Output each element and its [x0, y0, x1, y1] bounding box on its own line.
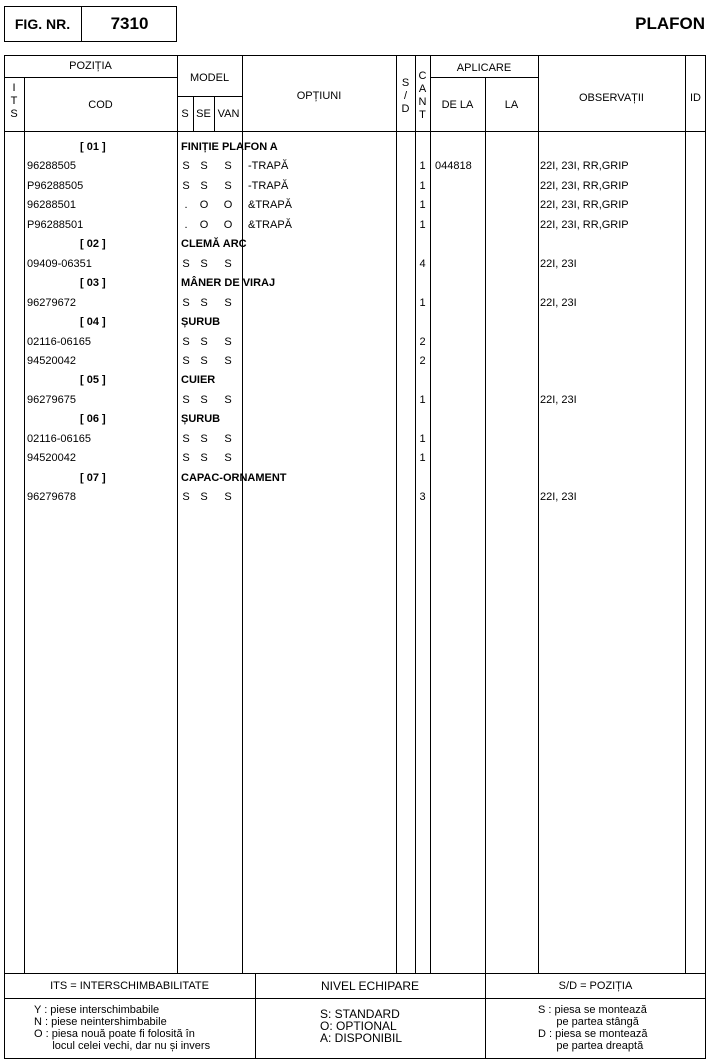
model-se-value: S: [200, 297, 208, 309]
part-code: P96288505: [27, 180, 84, 192]
model-van-value: S: [224, 491, 232, 503]
model-van-value: O: [223, 219, 233, 231]
observation-value: 22I, 23I: [540, 297, 577, 309]
model-se-value: S: [200, 258, 208, 270]
sd-divider: [415, 55, 416, 973]
col-optiuni: OPȚIUNI: [296, 90, 342, 102]
header-bottom-line: [4, 131, 706, 132]
model-se-value: O: [199, 219, 209, 231]
model-s-value: S: [182, 336, 190, 348]
model-se-value: S: [200, 336, 208, 348]
footer-its-legend: Y : piese interschimbabile N : piese neintershimbabile O : piesa nouă poate fi folosită în locul celei vechi, dar nu și invers: [34, 1004, 211, 1052]
model-s-value: S: [182, 180, 190, 192]
group-description: FINIȚIE PLAFON A: [181, 141, 278, 153]
model-se-value: O: [199, 199, 209, 211]
option-value: &TRAPĂ: [248, 219, 293, 231]
model-van-value: O: [223, 199, 233, 211]
model-s-value: S: [182, 160, 190, 172]
model-se-value: S: [200, 355, 208, 367]
part-code: 96279678: [27, 491, 76, 503]
group-description: ȘURUB: [181, 316, 221, 328]
quantity-value: 1: [419, 297, 426, 309]
part-code: 02116-06165: [27, 433, 92, 445]
col-model-van: VAN: [217, 108, 240, 120]
group-position: [ 05 ]: [80, 374, 106, 386]
model-van-value: S: [224, 433, 232, 445]
footer-nivel-title: NIVEL ECHIPARE: [320, 979, 420, 993]
model-van-value: S: [224, 336, 232, 348]
group-description: ȘURUB: [181, 413, 221, 425]
obs-divider: [685, 55, 686, 973]
col-model-s: S: [181, 108, 189, 120]
quantity-value: 2: [419, 336, 426, 348]
model-van-value: S: [224, 180, 232, 192]
part-code: P96288501: [27, 219, 84, 231]
observation-value: 22I, 23I, RR,GRIP: [540, 180, 629, 192]
figure-label: FIG. NR.: [4, 6, 82, 42]
quantity-value: 1: [419, 433, 426, 445]
model-van-value: S: [224, 355, 232, 367]
quantity-value: 2: [419, 355, 426, 367]
part-code: 96279672: [27, 297, 76, 309]
group-position: [ 02 ]: [80, 238, 106, 250]
group-position: [ 07 ]: [80, 472, 106, 484]
quantity-value: 1: [419, 180, 426, 192]
applic-from-value: 044818: [435, 160, 472, 172]
footer-top-line: [4, 973, 706, 974]
quantity-value: 1: [419, 219, 426, 231]
model-se-value: S: [200, 433, 208, 445]
group-description: CUIER: [181, 374, 216, 386]
page-title: PLAFON: [635, 14, 705, 33]
col-cant: C A N T: [418, 70, 427, 121]
group-description: MÂNER DE VIRAJ: [181, 277, 276, 289]
model-underline: [177, 96, 242, 97]
col-la: LA: [504, 99, 519, 111]
col-id: ID: [690, 92, 701, 104]
footer-its-title: ITS = INTERSCHIMBABILITATE: [50, 980, 209, 992]
observation-value: 22I, 23I, RR,GRIP: [540, 219, 629, 231]
group-position: [ 03 ]: [80, 277, 106, 289]
group-description: CLEMĂ ARC: [181, 238, 247, 250]
model-divider: [242, 55, 243, 973]
figure-number: 7310: [110, 14, 149, 33]
observation-value: 22I, 23I: [540, 394, 577, 406]
group-position: [ 04 ]: [80, 316, 106, 328]
model-van-value: S: [224, 160, 232, 172]
col-model-se: SE: [196, 108, 211, 120]
col-sd: S / D: [401, 77, 410, 115]
footer-title-line: [4, 998, 706, 999]
col-model: MODEL: [189, 72, 230, 84]
observation-value: 22I, 23I: [540, 491, 577, 503]
part-code: 09409-06351: [27, 258, 92, 270]
quantity-value: 1: [419, 394, 426, 406]
model-van-value: S: [224, 452, 232, 464]
quantity-value: 1: [419, 199, 426, 211]
model-s-value: S: [182, 258, 190, 270]
quantity-value: 4: [419, 258, 426, 270]
option-value: -TRAPĂ: [248, 180, 289, 192]
optiuni-divider: [396, 55, 397, 973]
option-value: &TRAPĂ: [248, 199, 293, 211]
model-se-value: S: [200, 394, 208, 406]
model-s-value: S: [182, 355, 190, 367]
cant-divider: [430, 55, 431, 973]
model-s-value: S: [182, 452, 190, 464]
part-code: 94520042: [27, 452, 76, 464]
observation-value: 22I, 23I, RR,GRIP: [540, 199, 629, 211]
col-aplicare: APLICARE: [456, 62, 512, 74]
aplicare-divider: [538, 55, 539, 973]
group-description: CAPAC-ORNAMENT: [181, 472, 287, 484]
col-cod: COD: [88, 99, 113, 111]
model-s-value: .: [184, 199, 188, 211]
observation-value: 22I, 23I: [540, 258, 577, 270]
model-van-value: S: [224, 258, 232, 270]
col-observatii: OBSERVAȚII: [578, 92, 644, 104]
group-position: [ 01 ]: [80, 141, 106, 153]
col-de-la: DE LA: [441, 99, 474, 111]
model-s-value: S: [182, 394, 190, 406]
footer-sd-legend: S : piesa se montează pe partea stângă D : piesa se montează pe partea dreaptă: [538, 1004, 648, 1052]
part-code: 96288505: [27, 160, 76, 172]
quantity-value: 1: [419, 160, 426, 172]
footer-sd-title: S/D = POZIȚIA: [558, 980, 633, 992]
part-code: 94520042: [27, 355, 76, 367]
model-s-value: S: [182, 297, 190, 309]
footer-nivel-legend: S: STANDARD O: OPTIONAL A: DISPONIBIL: [320, 1007, 403, 1045]
quantity-value: 1: [419, 452, 426, 464]
model-se-value: S: [200, 180, 208, 192]
model-van-value: S: [224, 297, 232, 309]
model-s-value: S: [182, 491, 190, 503]
part-code: 96279675: [27, 394, 76, 406]
model-van-value: S: [224, 394, 232, 406]
its-divider: [24, 77, 25, 973]
col-pozitia: POZIȚIA: [69, 60, 112, 72]
pozitia-underline: [4, 77, 177, 78]
model-se-value: S: [200, 160, 208, 172]
col-its: I T S: [10, 82, 18, 120]
cod-divider: [177, 55, 178, 973]
group-position: [ 06 ]: [80, 413, 106, 425]
option-value: -TRAPĂ: [248, 160, 289, 172]
model-s-value: .: [184, 219, 188, 231]
model-s-value: S: [182, 433, 190, 445]
observation-value: 22I, 23I, RR,GRIP: [540, 160, 629, 172]
part-code: 02116-06165: [27, 336, 92, 348]
aplicare-underline: [430, 77, 538, 78]
quantity-value: 3: [419, 491, 426, 503]
model-se-value: S: [200, 491, 208, 503]
model-se-value: S: [200, 452, 208, 464]
part-code: 96288501: [27, 199, 76, 211]
dela-divider: [485, 77, 486, 973]
